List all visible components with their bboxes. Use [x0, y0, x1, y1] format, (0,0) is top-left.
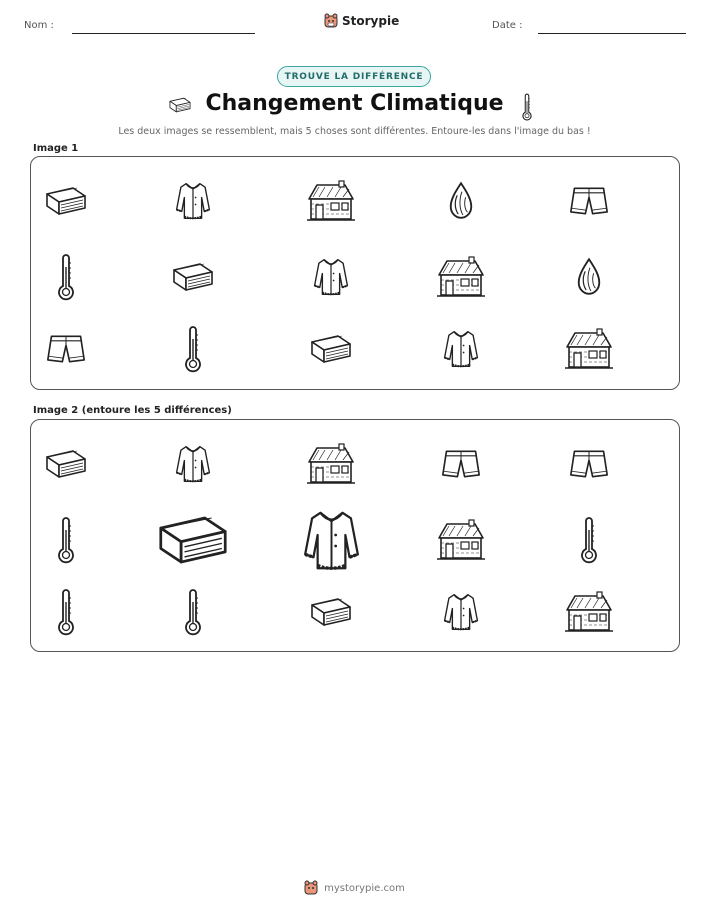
coat-icon[interactable]: [442, 591, 480, 633]
thermometer-icon[interactable]: [57, 588, 75, 636]
house-icon[interactable]: [435, 255, 487, 299]
book-icon[interactable]: [43, 447, 89, 481]
shorts-icon[interactable]: [569, 184, 609, 218]
house-icon[interactable]: [435, 518, 487, 562]
image2-label: Image 2 (entoure les 5 différences): [33, 405, 232, 416]
thermometer-icon[interactable]: [580, 516, 598, 564]
thermometer-icon[interactable]: [184, 588, 202, 636]
page-title: Changement Climatique: [205, 91, 504, 116]
house-icon[interactable]: [563, 327, 615, 371]
shorts-icon[interactable]: [569, 447, 609, 481]
book-icon[interactable]: [154, 511, 232, 569]
coat-icon[interactable]: [174, 443, 212, 485]
footer: [0, 880, 709, 896]
book-icon[interactable]: [308, 595, 354, 629]
mascot-icon: [324, 13, 338, 29]
coat-icon[interactable]: [442, 328, 480, 370]
thermometer-icon[interactable]: [184, 325, 202, 373]
shorts-icon[interactable]: [46, 332, 86, 366]
brand-logo: [324, 13, 399, 29]
image2-panel[interactable]: [30, 419, 680, 652]
house-icon[interactable]: [305, 442, 357, 486]
image1-panel[interactable]: [30, 156, 680, 390]
book-icon[interactable]: [170, 260, 216, 294]
title-thermometer-icon: [521, 93, 533, 125]
name-field[interactable]: [72, 33, 255, 34]
image1-label: Image 1: [33, 143, 79, 154]
activity-badge: TROUVE LA DIFFÉRENCE: [277, 66, 431, 87]
instructions-text: Les deux images se ressemblent, mais 5 choses sont différentes. Entoure-les dans l'image du bas !: [118, 126, 591, 137]
house-icon[interactable]: [563, 590, 615, 634]
coat-icon[interactable]: [174, 180, 212, 222]
book-icon[interactable]: [308, 332, 354, 366]
raindrop-icon[interactable]: [447, 180, 475, 222]
date-field[interactable]: [538, 33, 686, 34]
thermometer-icon[interactable]: [57, 516, 75, 564]
coat-icon[interactable]: [312, 256, 350, 298]
shorts-icon[interactable]: [441, 447, 481, 481]
house-icon[interactable]: [305, 179, 357, 223]
brand-name: Storypie: [342, 14, 400, 28]
raindrop-icon[interactable]: [575, 256, 603, 298]
name-label: Nom :: [24, 20, 54, 31]
footer-site: mystorypie.com: [324, 882, 405, 894]
book-icon[interactable]: [43, 184, 89, 218]
date-label: Date :: [492, 20, 523, 31]
thermometer-icon[interactable]: [57, 253, 75, 301]
footer-mascot-icon: [304, 880, 318, 896]
coat-icon[interactable]: [301, 507, 362, 574]
